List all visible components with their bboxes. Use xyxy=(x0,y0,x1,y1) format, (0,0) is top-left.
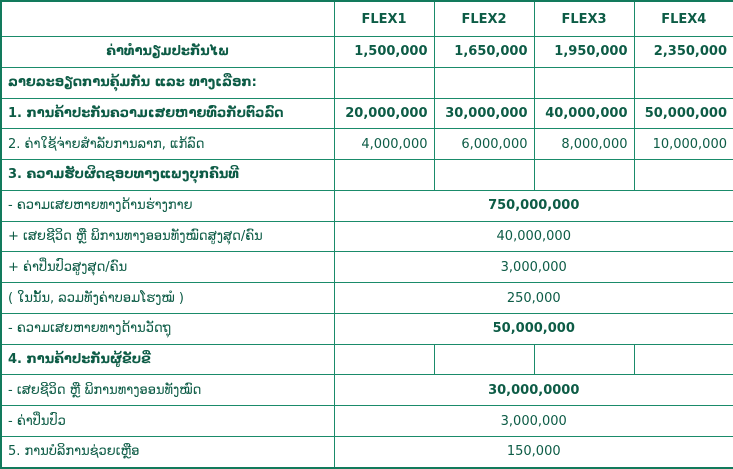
towing-flex3: 8,000,000 xyxy=(534,129,634,160)
row-label-own-damage: 1. ການຄ້າປະກັນຄວາມເສຍຫາຍທົ່ວກັບຕົວລົດ xyxy=(1,98,334,129)
death-disability-person-value: 40,000,000 xyxy=(334,221,733,252)
coverage-details-flex2 xyxy=(434,67,534,98)
premium-flex4: 2,350,000 xyxy=(634,37,733,68)
row-label-premium: ຄ່າທຳນຽມປະກັນໄພ xyxy=(1,37,334,68)
table-row-hospitalization xyxy=(1,283,733,314)
towing-flex2: 6,000,000 xyxy=(434,129,534,160)
table-row-property-damage xyxy=(1,313,733,344)
third-party-liability-flex3 xyxy=(534,160,634,191)
row-label-hospitalization: ( ໃນນັ້ນ, ລວມທັງຄ່າບອມໂຮງໝໍ ) xyxy=(1,283,334,314)
header-plan-flex3: FLEX3 xyxy=(534,1,634,37)
row-label-driver-death-disability: - ເສຍຊີວິດ ຫຼື ພິການທາງອອນທັງໝົດ xyxy=(1,375,334,406)
hospitalization-value: 250,000 xyxy=(334,283,733,314)
table-row-driver-cover-heading xyxy=(1,344,733,375)
driver-cover-flex3 xyxy=(534,344,634,375)
row-label-bodily-injury: - ຄວາມເສຍຫາຍທາງດ້ານຮ່າງກາຍ xyxy=(1,190,334,221)
driver-death-disability-value: 30,000,0000 xyxy=(334,375,733,406)
header-plan-flex4: FLEX4 xyxy=(634,1,733,37)
coverage-details-flex4 xyxy=(634,67,733,98)
table-row-own-damage xyxy=(1,98,733,129)
table-row-premium xyxy=(1,37,733,68)
property-damage-value: 50,000,000 xyxy=(334,313,733,344)
row-label-coverage-details: ລາຍລະອຽດການຄຸ້ມກັນ ແລະ ທາງເລືອກ: xyxy=(1,67,334,98)
third-party-liability-flex1 xyxy=(334,160,434,191)
towing-flex4: 10,000,000 xyxy=(634,129,733,160)
header-plan-flex1: FLEX1 xyxy=(334,1,434,37)
row-label-medical-person: + ຄ່າປິ່ນປົວສູງສຸດ/ຄົນ xyxy=(1,252,334,283)
own-damage-flex4: 50,000,000 xyxy=(634,98,733,129)
row-label-towing: 2. ຄ່າໃຊ້ຈ່າຍສຳລັບການລາກ, ແກ້ລົດ xyxy=(1,129,334,160)
third-party-liability-flex2 xyxy=(434,160,534,191)
driver-cover-flex4 xyxy=(634,344,733,375)
table-row-assistance-service xyxy=(1,436,733,468)
bodily-injury-value: 750,000,000 xyxy=(334,190,733,221)
medical-person-value: 3,000,000 xyxy=(334,252,733,283)
row-label-driver-cover: 4. ການຄ້າປະກັນຜູ້ຂັບຂີ່ xyxy=(1,344,334,375)
table-header-row xyxy=(1,1,733,37)
table-row-medical-person xyxy=(1,252,733,283)
driver-cover-flex2 xyxy=(434,344,534,375)
row-label-property-damage: - ຄວາມເສຍຫາຍທາງດ້ານວັດຖຸ xyxy=(1,313,334,344)
table-row-death-disability-person xyxy=(1,221,733,252)
table-row-driver-medical xyxy=(1,406,733,437)
header-plan-flex2: FLEX2 xyxy=(434,1,534,37)
own-damage-flex2: 30,000,000 xyxy=(434,98,534,129)
driver-cover-flex1 xyxy=(334,344,434,375)
table-row-bodily-injury xyxy=(1,190,733,221)
premium-flex1: 1,500,000 xyxy=(334,37,434,68)
row-label-third-party-liability: 3. ຄວາມຮັບຜິດຊອບທາງແພງບຸກຄົນທີ xyxy=(1,160,334,191)
towing-flex1: 4,000,000 xyxy=(334,129,434,160)
own-damage-flex1: 20,000,000 xyxy=(334,98,434,129)
row-label-assistance-service: 5. ການບໍລິການຊ່ວຍເຫຼືອ xyxy=(1,436,334,468)
coverage-details-flex1 xyxy=(334,67,434,98)
driver-medical-value: 3,000,000 xyxy=(334,406,733,437)
table-row-towing xyxy=(1,129,733,160)
premium-flex3: 1,950,000 xyxy=(534,37,634,68)
third-party-liability-flex4 xyxy=(634,160,733,191)
premium-flex2: 1,650,000 xyxy=(434,37,534,68)
row-label-death-disability-person: + ເສຍຊີວິດ ຫຼື ພິການທາງອອນທັງໝົດສູງສຸດ/ຄົນ xyxy=(1,221,334,252)
table-row-third-party-liability-heading xyxy=(1,160,733,191)
table-row-driver-death-disability xyxy=(1,375,733,406)
header-blank-cell xyxy=(1,1,334,37)
row-label-driver-medical: - ຄ່າປິ່ນປົວ xyxy=(1,406,334,437)
own-damage-flex3: 40,000,000 xyxy=(534,98,634,129)
coverage-details-flex3 xyxy=(534,67,634,98)
table-row-coverage-details-heading xyxy=(1,67,733,98)
assistance-service-value: 150,000 xyxy=(334,436,733,468)
